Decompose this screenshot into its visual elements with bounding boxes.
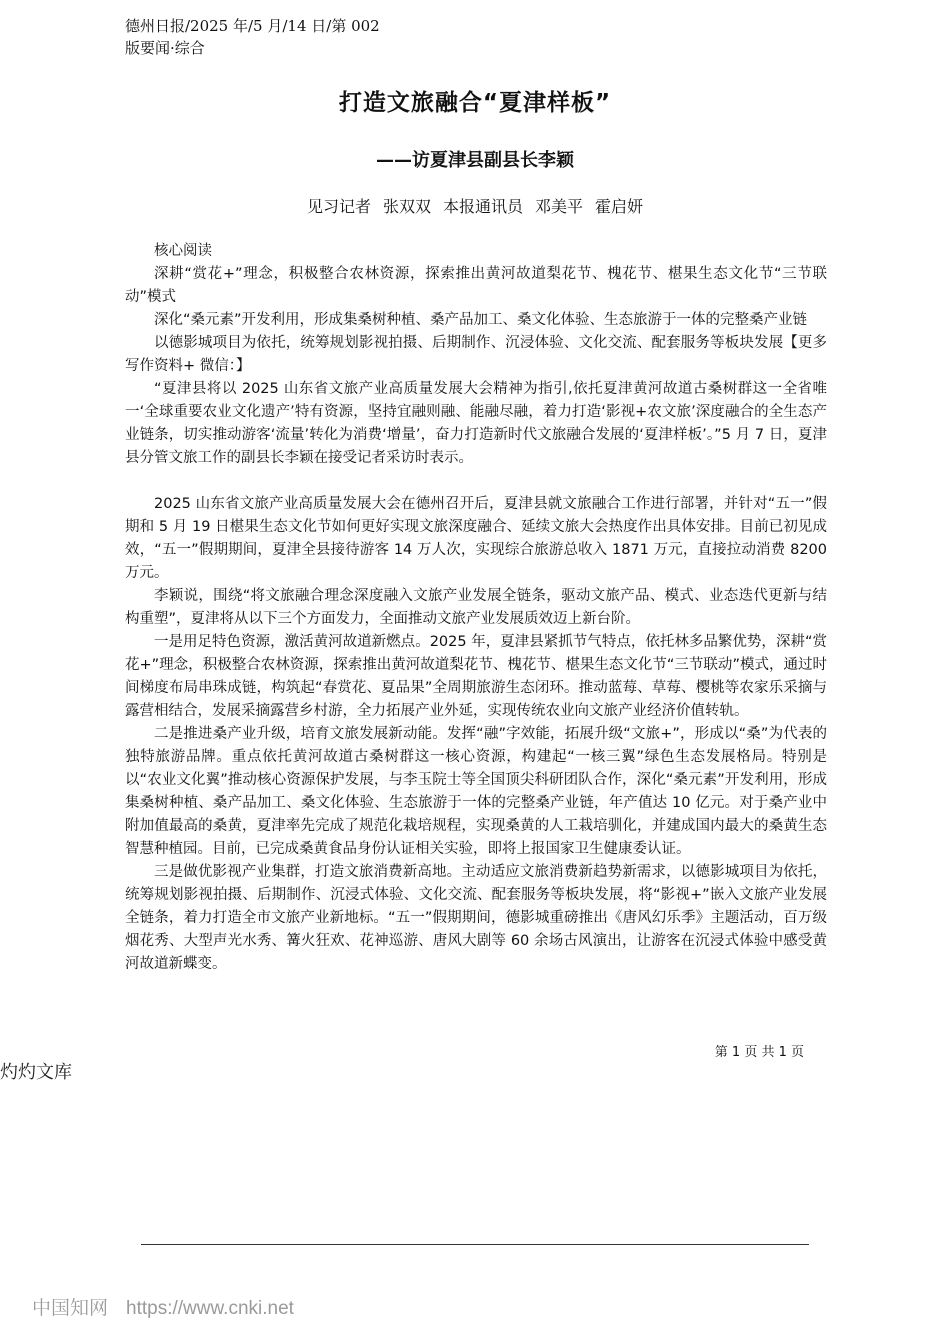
source-info [125, 15, 380, 59]
article-title: 打造文旅融合“夏津样板” [338, 90, 612, 116]
byline-name-3: 霍启妍 [595, 197, 644, 216]
byline-name-1: 张双双 [382, 197, 431, 216]
footer-divider [141, 1244, 809, 1245]
footer-site-name: 中国知网 [32, 1298, 109, 1319]
core-point-1: 深耕“赏花+”理念，积极整合农林资源，探索推出黄河故道梨花节、槐花节、椹果生态文化节“三节联动”模式 [125, 266, 827, 305]
core-point-2: 深化“桑元素”开发利用，形成集桑树种植、桑产品加工、桑文化体验、生态旅游于一体的完整桑产业链 [154, 312, 808, 328]
paragraph-2: 李颖说，围绕“将文旅融合理念深度融入文旅产业发展全链条，驱动文旅产品、模式、业态迭代更新与结构重塑”，夏津将从以下三个方面发力，全面推动文旅产业发展质效迈上新台阶。 [125, 588, 827, 627]
article-body [125, 240, 827, 976]
source-line-2: 版要闻·综合 [125, 39, 205, 57]
byline-role-1: 见习记者 [306, 197, 371, 216]
article-subtitle: ——访夏津县副县长李颖 [376, 150, 574, 171]
footer-url[interactable]: https://www.cnki.net [126, 1298, 294, 1319]
paragraph-1: 2025 山东省文旅产业高质量发展大会在德州召开后，夏津县就文旅融合工作进行部署，并针对“五一”假期和 5 月 19 日椹果生态文化节如何更好实现文旅深度融合、延续文旅大会热度作出具体安排。目前已初见成效，“五一”假期期间，夏津全县接待游客 14 万人次，实现综合旅游总收入 1871 万元，直接拉动消费 8200 万元。 [125, 496, 827, 581]
paragraph-3: 一是用足特色资源，激活黄河故道新燃点。2025 年，夏津县紧抓节气特点，依托林多品繁优势，深耕“赏花+”理念，积极整合农林资源，探索推出黄河故道梨花节、槐花节、椹果生态文化节“三节联动”模式，通过时间梯度布局串珠成链，构筑起“春赏花、夏品果”全周期旅游生态闭环。推动蓝莓、草莓、樱桃等农家乐采摘与露营相结合，发展采摘露营乡村游，全力拓展产业外延，实现传统农业向文旅产业经济价值转轨。 [125, 634, 827, 719]
paragraph-5: 三是做优影视产业集群，打造文旅消费新高地。主动适应文旅消费新趋势新需求，以德影城项目为依托，统筹规划影视拍摄、后期制作、沉浸式体验、文化交流、配套服务等板块发展，将“影视+”嵌入文旅产业发展全链条，着力打造全市文旅产业新地标。“五一”假期期间，德影城重磅推出《唐风幻乐季》主题活动，百万级烟花秀、大型声光水秀、篝火狂欢、花神巡游、唐风大剧等 60 余场古风演出，让游客在沉浸式体验中感受黄河故道新蝶变。 [125, 864, 827, 972]
core-point-3: 以德影城项目为依托，统筹规划影视拍摄、后期制作、沉浸体验、文化交流、配套服务等板块发展【更多写作资料+ 微信：】 [125, 335, 827, 374]
byline-role-2: 本报通讯员 [442, 197, 523, 216]
byline-name-2: 邓美平 [535, 197, 584, 216]
core-reading-heading: 核心阅读 [154, 243, 212, 259]
paragraph-lead: “夏津县将以 2025 山东省文旅产业高质量发展大会精神为指引,依托夏津黄河故道古桑树群这一全省唯一‘全球重要农业文化遗产’特有资源，坚持宜融则融、能融尽融，着力打造‘影视+农文旅’深度融合的全生态产业链条，切实推动游客‘流量’转化为消费‘增量’，奋力打造新时代文旅融合发展的‘夏津样板’。”5 月 7 日，夏津县分管文旅工作的副县长李颖在接受记者采访时表示。 [125, 381, 827, 466]
footer [32, 1293, 294, 1320]
page-number: 第 1 页 共 1 页 [714, 1045, 804, 1060]
source-line-1: 德州日报/2025 年/5 月/14 日/第 002 [125, 17, 380, 35]
byline [0, 194, 950, 217]
paragraph-4: 二是推进桑产业升级，培育文旅发展新动能。发挥“融”字效能，拓展升级“文旅+”，形成以“桑”为代表的独特旅游品牌。重点依托黄河故道古桑树群这一核心资源，构建起“一核三翼”绿色生态发展格局。特别是以“农业文化翼”推动核心资源保护发展，与李玉院士等全国顶尖科研团队合作，深化“桑元素”开发利用，形成集桑树种植、桑产品加工、桑文化体验、生态旅游于一体的完整桑产业链，年产值达 10 亿元。对于桑产业中附加值最高的桑黄，夏津率先完成了规范化栽培规程，实现桑黄的人工栽培驯化，并建成国内最大的桑黄生态智慧种植园。目前，已完成桑黄食品身份认证相关实验，即将上报国家卫生健康委认证。 [125, 726, 827, 857]
watermark-text: 灼灼文库 [0, 1062, 72, 1083]
